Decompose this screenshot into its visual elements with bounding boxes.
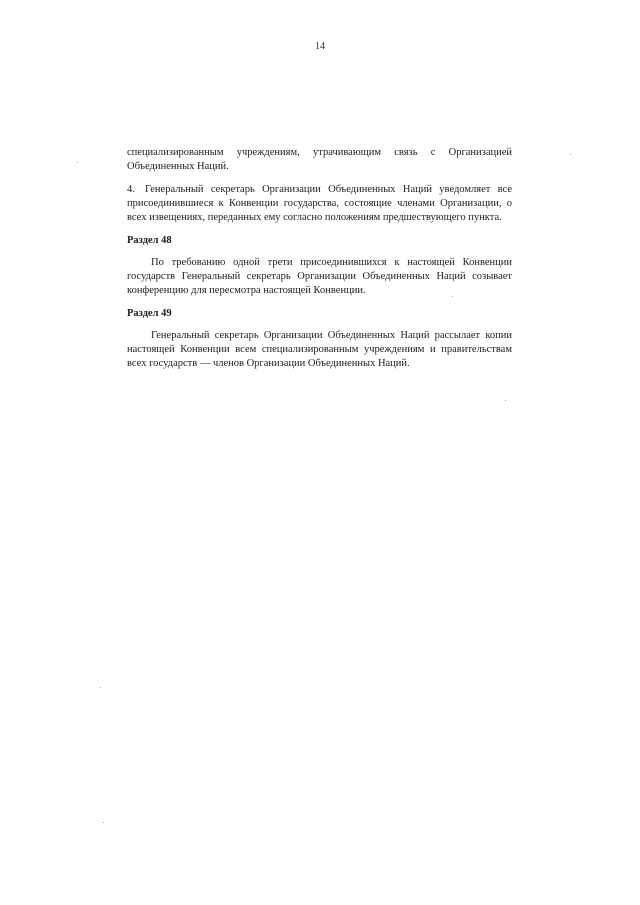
scan-speck: [570, 154, 571, 155]
continuation-paragraph: специализированным учреждениям, утрачивающим связь с Организацией Объединенных Наций.: [127, 147, 512, 172]
section-48-paragraph: По требованию одной трети присоединившихся к настоящей Конвенции государств Генеральный секретарь Организации Объединенных Наций созывает конференцию для пересмотра настоящей Конвенции.: [127, 257, 512, 296]
section-48-heading: Раздел 48: [127, 235, 172, 246]
section-49-paragraph: Генеральный секретарь Организации Объединенных Наций рассылает копии настоящей Конвенции всем специализированным учреждениям и правительствам всех государств — членов Организации Объединенных Наций.: [127, 330, 512, 369]
scan-speck: [77, 162, 78, 163]
item-4-paragraph: [127, 183, 512, 225]
item-4-text: Генеральный секретарь Организации Объединенных Наций уведомляет все присоединившиеся к Конвенции государства, состоящие членами Организации, о всех извещениях, переданных ему согласно положениям предшествующего пункта.: [127, 184, 512, 223]
scan-speck: [452, 296, 453, 297]
item-4-number: 4.: [127, 184, 135, 195]
page-number: 14: [315, 41, 325, 52]
scan-speck: [505, 400, 506, 401]
section-49-heading: Раздел 49: [127, 308, 172, 319]
document-body: [127, 146, 512, 380]
scan-speck: [100, 687, 101, 688]
scan-speck: [103, 822, 104, 823]
